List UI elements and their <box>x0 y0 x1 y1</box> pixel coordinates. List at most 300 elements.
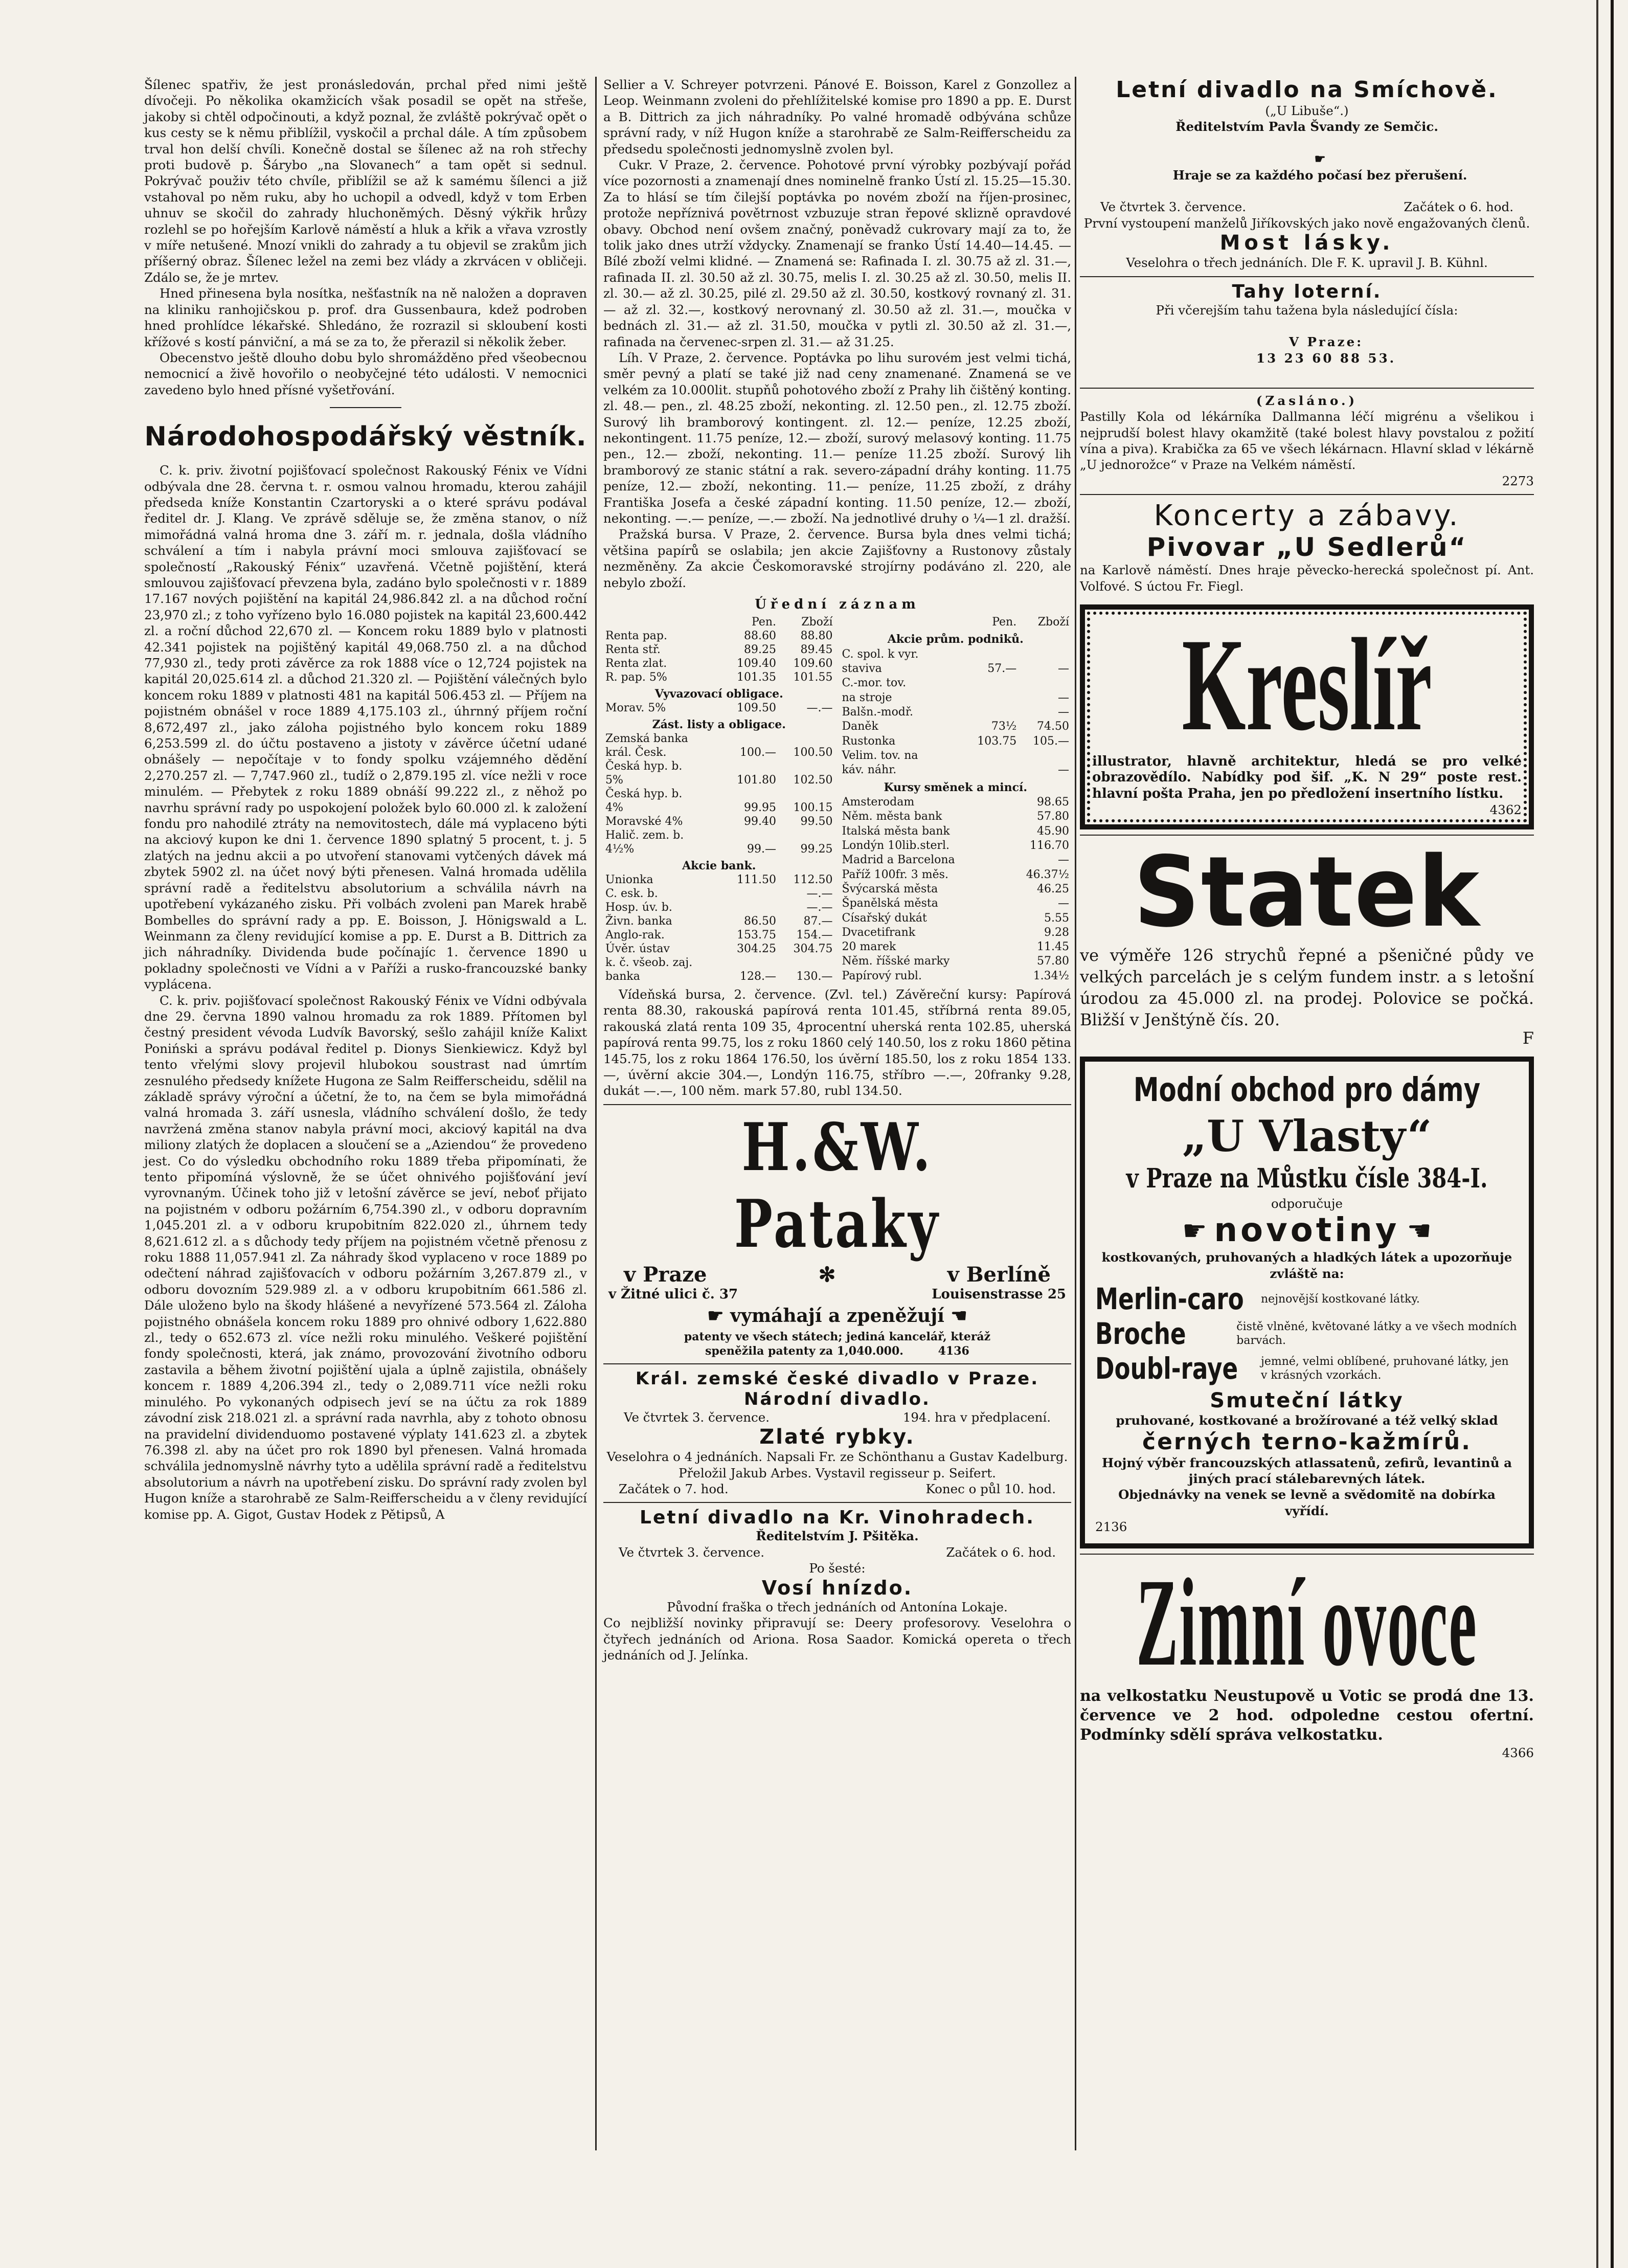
market-row <box>603 914 835 928</box>
market-cell-name: staviva <box>842 662 882 676</box>
zaslano-title: (Zasláno.) <box>1256 393 1358 408</box>
vlasty-smutecni: Smuteční látky <box>1210 1389 1404 1413</box>
market-cell-name: Něm. města bank <box>842 810 942 823</box>
market-row <box>840 911 1072 926</box>
market-cell-name: 4½% <box>605 843 635 856</box>
vlasty-novotiny: novotiny <box>1214 1211 1400 1250</box>
market-cell-zbozi: — <box>1058 691 1069 704</box>
pataky-city-left: v Praze <box>624 1262 707 1287</box>
koncerty-text: na Karlově náměstí. Dnes hraje pěvecko-herecká společnost pí. Ant. Volfové. S úctou Fr. Fiegl. <box>1080 563 1538 594</box>
star-icon: ✻ <box>818 1262 836 1287</box>
smichov-desc: Veselohra o třech jednáních. Dle F. K. upravil J. B. Kühnl. <box>1126 255 1488 271</box>
market-cell-pen <box>970 969 1019 983</box>
ad-zaslano <box>1080 388 1538 494</box>
market-cell-pen <box>970 896 1019 911</box>
smichov-weather: Hraje se za každého počasí bez přerušení. <box>1172 167 1467 183</box>
market-row <box>603 873 835 887</box>
market-cell-zbozi: —.— <box>806 702 833 714</box>
market-cell-pen <box>970 691 1019 705</box>
market-cell-zbozi: 100.50 <box>793 746 833 759</box>
narodni-date: Ve čtvrtek 3. července. <box>624 1409 770 1425</box>
market-cell-name: Daněk <box>842 720 878 733</box>
narodni-desc: Veselohra o 4 jednáních. Napsali Fr. ze Schönthanu a Gustav Kadelburg. Přeložil Jakub Arbes. Vystavil regisseur p. Seifert. <box>606 1449 1072 1480</box>
market-cell-zbozi: 89.45 <box>800 643 833 656</box>
market-row <box>840 940 1072 954</box>
market-cell-zbozi: —.— <box>806 887 833 900</box>
zimni-text: na velkostatku Neustupově u Votic se prodá dne 13. července ve 2 hod. odpoledne cestou ofertní. Podmínky sdělí správa velkostatku. <box>1080 1687 1540 1744</box>
ad-smichov <box>1080 77 1534 276</box>
market-cell-name: 5% <box>605 774 623 787</box>
market-cell-zbozi: — <box>1058 706 1069 719</box>
market-cell-pen <box>970 824 1019 839</box>
market-cell-pen: 103.75 <box>977 734 1017 748</box>
market-cell-pen <box>722 901 778 914</box>
market-table-left <box>603 615 835 983</box>
kreslir-code: 4362 <box>1489 802 1522 818</box>
market-cell-name: Velim. tov. na <box>842 749 918 762</box>
market-cell-zbozi: 109.60 <box>793 657 833 670</box>
market-row <box>840 676 1072 690</box>
zimni-title: Zimní ovoce <box>1136 1553 1478 1692</box>
pataky-street-right: Louisenstrasse 25 <box>932 1286 1066 1302</box>
ad-narodni-divadlo <box>603 1363 1071 1502</box>
market-cell-pen <box>722 787 778 801</box>
econ-paragraph: C. k. priv. pojišťovací společnost Rakouský Fénix ve Vídni odbývala dne 29. června 1890 valnou hromadu za rok 1889. Přítomen byl čestný president vévoda Ludvík Bavorský, sešlo zahájil kníže Kalixt Poniński a správu podával ředitel p. Dionys Sienkiewicz. Když byl tento vřelými slovy projevil hlubokou soustrast nad úmrtím zesnulého předsedy knížete Hugona ze Salm Reifferscheidu, sdělil na základě správy výroční a účetní, že to, na čem se byla mimořádná valná hromada 3. září usnesla, vládního schválení došlo, že tedy navržená změna stanov nabyla právní moci, akciový kapitál na dva miliony zlatých že doplacen a sloučení se a „Aziendou“ že provedeno jest. Co do výsledku obchodního roku 1889 třeba připomínati, že tento připomíná výslovně, že se účet ohnivého pojišťování jeví vyrovnaným. Účinek toho již v letošní závěrce se jeví, neboť přijato na pojistném v odboru požárním 6,754.390 zl., v odboru dopravním 1,045.201 zl. a v odboru krupobitním 822.020 zl., úhrnem tedy 8,621.612 zl. a s důchody tedy příjem na pojistném včetně přenosu z roku 1888 11,057.941 zl. Za náhrady škod vyplaceno v roce 1889 po odečtení náhrad zajišťovacích v odboru požárním 3,267.879 zl., v odboru dovozním 529.989 zl. a v odboru krupobitním 661.586 zl. Dále uloženo bylo na škody hlášené a nevyřízené 573.564 zl. Záloha pojistného obnášela koncem roku 1889 pro ohnivé odbory 1,622.880 zl., tedy o 652.673 zl. více nežli roku minulého. Veškeré pojištění fondy společnosti, která, jak známo, provozování životního odboru zastavila a během životní pojištění ujala a úplně zajistila, obnášely koncem r. 1889 4,206.394 zl., tedy o 2,089.711 více nežli roku minulého. Po vykonaných odpisech jeví se na účtu za rok 1889 závodní zisk 218.021 zl. a správní rada navrhla, aby z tohoto obnosu na pravidelní dividenduomo postavené výplaty 141.623 zl. a zbytek 76.398 zl. aby na účet pro rok 1890 byl přenesen. Valná hromada schválila jednomyslně návrhy tyto a udělila správní radě a ředitelstvu absolutorium a návrh na upotřebení zisku. Do správní rady zvolen byl Hugon kníže a starohrabě ze Salm-Reifferscheidu a v členy revidující komise pp. A. Gigot, Gustav Hodek z Pětipsů, A <box>144 993 591 1522</box>
market-cell-pen <box>970 810 1019 824</box>
pointing-hand-left-icon: ☚ <box>951 1305 967 1327</box>
market-cell-name: na stroje <box>842 691 892 704</box>
ad-kreslir <box>1080 604 1534 829</box>
market-cell-pen: 89.25 <box>744 643 777 656</box>
market-cell-name: Renta pap. <box>605 630 667 642</box>
market-row <box>840 824 1072 839</box>
market-cell-name: Balšn.-modř. <box>842 706 913 719</box>
market-cell-zbozi: 98.65 <box>1037 796 1069 809</box>
market-row <box>840 720 1072 734</box>
market-cell-zbozi: 57.80 <box>1037 810 1069 823</box>
market-row <box>840 795 1072 810</box>
market-cell-name: Císařský dukát <box>842 911 927 925</box>
report-paragraph: Sellier a V. Schreyer potvrzeni. Pánové E. Boisson, Karel z Gonzollez a Leop. Weinmann zvoleni do přehlížitelské komise pro 1890 a pp. E. Durst a B. Dittrich za jich náhradníky. Po valné hromadě odbývána schůze správní rady, v níž Hugon kníže a starohrabě ze Salm-Reifferscheidu za předsedu společnosti jednomyslně zvolen byl. <box>603 77 1075 156</box>
market-cell-zbozi: 87.— <box>803 915 833 928</box>
lottery-city: V Praze: <box>1288 334 1364 350</box>
vinohrady-novinky: Co nejbližší novinky připravují se: Deery profesorovy. Veselohra o čtyřech jednáních od Ariona. Rosa Saador. Komická opereta o třech jednáních od J. Jelínka. <box>603 1615 1075 1663</box>
vlasty-odporucuje: odporučuje <box>1271 1196 1343 1211</box>
market-cell-name: Živn. banka <box>605 915 672 928</box>
market-cell-zbozi: 88.80 <box>800 630 833 642</box>
smichov-title: Letní divadlo na Smíchově. <box>1116 77 1498 103</box>
market-row <box>603 643 835 657</box>
market-cell-pen: 57.— <box>987 662 1017 676</box>
market-row <box>603 842 835 856</box>
narodni-play: Zlaté rybky. <box>759 1425 915 1449</box>
market-cell-name: R. pap. 5% <box>605 671 667 684</box>
market-group-label <box>603 856 835 873</box>
market-row <box>603 746 835 759</box>
smichov-play: Most lásky. <box>1219 231 1394 255</box>
market-cell-name: Česká hyp. b. <box>605 788 683 800</box>
market-cell-zbozi <box>1019 647 1071 662</box>
pataky-title: H.&W. Pataky <box>734 1109 941 1263</box>
market-cell-zbozi: 105.— <box>1033 734 1069 748</box>
smichov-start: Začátek o 6. hod. <box>1404 199 1513 215</box>
market-cell-pen <box>970 705 1019 720</box>
statek-mark: F <box>1522 1028 1534 1048</box>
market-cell-name: C. spol. k vyr. <box>842 647 919 661</box>
market-cell-name: Halič. zem. b. <box>605 829 684 842</box>
market-cell-pen <box>970 911 1019 926</box>
zaslano-text: Pastilly Kola od lékárníka Dallmanna léčí migrénu a všelikou i nejprudší bolest hlavy okamžitě (také bolest hlavy povstalou z požití vína a piva). Krabička za 65 ve všech lékárnacn. Hlavní sklad v lékárně „U jednorožce“ v Praze na Velkém náměstí. <box>1080 409 1538 473</box>
ad-statek <box>1080 835 1540 1051</box>
statek-text: ve výměře 126 strychů řepné a pšeničné půdy ve velkých parcelách je s celým fundem instr. a s letošní úrodou za 45.000 zl. na prodej. Polovice se počká. Bližší v Jenštýně čís. 20. <box>1080 945 1540 1029</box>
lottery-numbers-row <box>1080 318 1534 383</box>
koncerty-title: Koncerty a zábavy. <box>1154 499 1460 533</box>
market-cell-pen <box>970 676 1019 690</box>
lottery-text: Při včerejším tahu tažena byla následující čísla: <box>1156 302 1458 318</box>
page-edge-rule <box>1611 0 1614 2268</box>
market-cell-zbozi <box>778 732 834 746</box>
vlasty-code: 2136 <box>1095 1519 1127 1535</box>
kreslir-title: Kreslíř <box>1182 611 1432 758</box>
ad-zimni-ovoce <box>1080 1553 1540 1766</box>
market-cell-name: Česká hyp. b. <box>605 760 683 773</box>
vinohrady-play: Vosí hnízdo. <box>761 1576 913 1599</box>
market-cell-pen <box>970 853 1019 867</box>
market-cell-pen <box>970 839 1019 853</box>
market-cell-name: Renta zlat. <box>605 657 667 670</box>
market-cell-zbozi: 99.50 <box>800 815 833 828</box>
market-cell-zbozi: 1.34½ <box>1033 969 1069 982</box>
market-cell-pen <box>722 956 778 970</box>
market-cell-zbozi <box>1019 676 1071 690</box>
koncerty-name: Pivovar „U Sedlerů“ <box>1146 532 1467 563</box>
statek-title: Statek <box>1133 835 1481 949</box>
ad-pataky <box>603 1104 1071 1363</box>
market-cell-zbozi <box>778 759 834 773</box>
market-cell-zbozi <box>778 787 834 801</box>
narodni-times <box>603 1481 1071 1497</box>
novotiny-row <box>1095 1211 1519 1249</box>
fabric-name: Broche <box>1095 1316 1186 1352</box>
market-cell-pen <box>970 882 1019 896</box>
lottery-numbers: 13 23 60 88 53. <box>1256 350 1396 366</box>
market-cell-pen: 128.— <box>740 970 777 983</box>
pointing-hand-right-icon: ☛ <box>1314 151 1326 167</box>
market-cell-name: Španělská města <box>842 897 938 910</box>
market-group-title: Zást. listy a obligace. <box>652 718 786 731</box>
market-row <box>840 810 1072 824</box>
column-right <box>1080 77 1540 2150</box>
vinohrady-director: Ředitelstvím J. Pšitěka. <box>756 1529 919 1544</box>
market-cell-zbozi: 99.25 <box>800 843 833 856</box>
narodni-subtitle: Národní divadlo. <box>744 1388 931 1409</box>
market-cell-zbozi: — <box>1058 764 1069 777</box>
smichov-date: Ve čtvrtek 3. července. <box>1100 199 1247 215</box>
vlasty-cernych: černých terno-kažmírů. <box>1142 1428 1472 1455</box>
market-cell-pen: 99.— <box>747 843 777 856</box>
vinohrady-po-seste: Po šesté: <box>809 1561 866 1576</box>
market-cell-zbozi: —.— <box>806 901 833 914</box>
market-cell-zbozi <box>778 956 834 970</box>
pataky-cities <box>603 1263 1071 1287</box>
market-cell-pen <box>970 926 1019 940</box>
vinohrady-date: Ve čtvrtek 3. července. <box>619 1544 765 1560</box>
market-row <box>840 647 1072 662</box>
market-cell-name: Švýcarská města <box>842 882 938 895</box>
vlasty-text4: Objednávky na venek se levně a svědomitě na dobírka vyřídí. <box>1118 1487 1500 1518</box>
market-row <box>840 839 1072 853</box>
market-cell-pen <box>722 759 778 773</box>
market-row <box>840 691 1072 705</box>
market-row <box>603 956 835 970</box>
column-middle <box>603 77 1075 2150</box>
fabric-desc: jemné, velmi oblíbené, pruhované látky, jen v krásných vzorkách. <box>1261 1355 1509 1382</box>
ad-vlasty <box>1080 1057 1534 1548</box>
market-row <box>603 732 835 746</box>
market-cell-zbozi: 100.15 <box>793 801 833 814</box>
market-cell-zbozi: 154.— <box>796 929 833 941</box>
pataky-code: 4136 <box>938 1344 969 1358</box>
market-row <box>603 887 835 901</box>
fabric-name: Merlin-caro <box>1095 1282 1244 1317</box>
market-row <box>603 773 835 787</box>
market-cell-pen: 109.40 <box>737 657 777 670</box>
market-cell-pen: 73½ <box>991 720 1017 733</box>
pointing-hand-right-icon: ☛ <box>1182 1214 1207 1247</box>
market-cell-name: Něm. říšské marky <box>842 955 950 968</box>
vlasty-name: „U Vlasty“ <box>1182 1110 1432 1161</box>
market-cell-name: Italská města bank <box>842 824 950 838</box>
market-cell-name: Renta stř. <box>605 643 661 656</box>
market-cell-pen: 101.80 <box>737 774 777 787</box>
market-row <box>840 734 1072 749</box>
col-header-zbozi: Zboží <box>801 616 833 628</box>
vlasty-city: v Praze na Můstku čísle 384-I. <box>1126 1162 1488 1194</box>
page-edge-rule-inner <box>1596 0 1598 2268</box>
market-row <box>603 970 835 983</box>
market-cell-zbozi: 11.45 <box>1037 940 1069 954</box>
market-cell-zbozi: — <box>1058 662 1069 676</box>
market-cell-name: Paříž 100fr. 3 měs. <box>842 868 948 881</box>
market-cell-zbozi: 46.25 <box>1037 882 1069 895</box>
market-cell-name: banka <box>605 970 640 983</box>
story-paragraph: Hned přinesena byla nosítka, nešťastník na ně naložen a dopraven na kliniku ranhojičskou p. prof. dra Gussenbaura, kdež podroben hned prohlídce lékařské. Shledáno, že rozrazil si skloubení kosti křížové s kostí pánviční, a má se za to, že přerazil si několik žeber. <box>144 286 591 349</box>
pointing-hand-right-icon: ☛ <box>707 1305 724 1327</box>
market-cell-zbozi: 46.37½ <box>1026 868 1069 881</box>
smichov-date-row <box>1080 199 1534 215</box>
fabric-desc: nejnovější kostkované látky. <box>1261 1292 1420 1306</box>
vlasty-text1: kostkovaných, pruhovaných a hladkých látek a upozorňuje zvláště na: <box>1101 1250 1517 1281</box>
market-cell-name: Zemská banka <box>605 732 688 745</box>
vlasty-head: Modní obchod pro dámy <box>1133 1071 1481 1109</box>
market-cell-pen: 100.— <box>740 746 777 759</box>
market-cell-zbozi: 9.28 <box>1044 926 1069 939</box>
market-cell-pen: 304.25 <box>737 942 777 955</box>
fabric-name: Doubl-raye <box>1095 1351 1238 1386</box>
market-cell-pen <box>722 732 778 746</box>
market-row <box>840 853 1072 867</box>
market-cell-name: král. Česk. <box>605 746 667 759</box>
pataky-line3-row <box>603 1344 1071 1358</box>
vlasty-text2: pruhované, kostkované a brožírované a též velký sklad <box>1116 1413 1498 1428</box>
market-group-label <box>840 630 1072 647</box>
market-cell-pen: 86.50 <box>744 915 777 928</box>
market-cell-zbozi: 112.50 <box>793 873 833 886</box>
market-cell-pen <box>970 763 1019 777</box>
market-heading: Úřední záznam <box>755 597 920 612</box>
market-row <box>603 657 835 670</box>
market-row <box>603 670 835 684</box>
story-paragraph: Šílenec spatřiv, že jest pronásledován, prchal před nimi ještě dívočeji. Po několika okamžicích však posadil se opět na střeše, jakoby si chtěl odpočinouti, a když poznal, že zvláště pokrývač opět o kus cesty se k němu přiblížil, vyskočil a prchal dále. A tím způsobem trval hon delší chvíli. Konečně dostal se šílenec až na roh střechy proti budově p. Šárybo „na Slovanech“ a tam opět si sednul. Pokrývač použiv této chvíle, přiblížil se až k samému šílenci a již vstahoval po něm ruku, aby ho uchopil a odvedl, když v tom Erben uhnuv se skočil do zahrady hluchoněmých. Děsný výkřik hrůzy rozlehl se po hořejším Karlově náměstí a hluk a křik a vřava vzrostly v míře netušené. Mnozí vnikli do zahrady a tu objevil se zrakům jich příšerný obraz. Šílenec ležel na zemi bez vlády a zkrvácen v obličeji. Zdálo se, že je mrtev. <box>144 77 591 285</box>
market-cell-zbozi <box>778 828 834 842</box>
column-left <box>144 77 591 2150</box>
section-title: Národohospodářský věstník. <box>144 421 587 453</box>
market-cell-pen <box>970 868 1019 882</box>
market-group-title: Vyvazovací obligace. <box>654 687 783 701</box>
pataky-city-right: v Berlíně <box>947 1262 1051 1287</box>
market-row <box>840 954 1072 969</box>
market-cell-name: Unionka <box>605 873 653 886</box>
spirit-report: Líh. V Praze, 2. července. Poptávka po lihu surovém jest velmi tichá, směr pevný a platí se také již nad ceny znamenané. Znamená se ve velkém za 10.000lit. stupňů pohotového zboží z Prahy lih čištěný konting. zl. 48.— pen., zl. 48.25 zboží, nekonting. zl. 12.50 pen., zl. 12.75 zboží. Surový lih bramborový kontingent. zl. 12.— peníze, 12.25 zboží, nekontingent. 11.75 peníze, 12.— zboží, surový melasový konting. 11.75 pen., 12.— zboží, nekonting. 11.— peníze 11.25 zboží. Surový lih bramborový ze stanic státní a rak. severo-západní dráhy konting. 11.75 peníze, 12.— zboží, nekonting. 11.— peníze, 11.25 zboží, z dráhy Františka Josefa a české západní konting. 11.50 peníze, 12.— zboží, nekonting. —.— peníze, —.— zboží. Na jednotlivé druhy o ¼—1 zl. dražší. <box>603 350 1075 526</box>
market-cell-zbozi: 45.90 <box>1037 824 1069 838</box>
narodni-start: Začátek o 7. hod. <box>619 1481 729 1497</box>
column-divider-1 <box>595 77 597 2150</box>
smichov-intro: První vystoupení manželů Jiříkovských jako nově engažovaných členů. <box>1083 215 1530 231</box>
market-cell-name: Rustonka <box>842 734 896 748</box>
market-cell-zbozi: 102.50 <box>793 774 833 787</box>
market-cell-pen <box>722 887 778 901</box>
market-cell-pen <box>970 954 1019 969</box>
ad-koncerty <box>1080 494 1538 599</box>
market-cell-pen <box>970 940 1019 954</box>
market-row <box>840 896 1072 911</box>
market-cell-zbozi: 74.50 <box>1037 720 1069 733</box>
market-tables <box>603 615 1071 983</box>
econ-paragraph: C. k. priv. životní pojišťovací společnost Rakouský Fénix ve Vídni odbývala dne 28. června t. r. osmou valnou hromadu, kterou zahájil předseda kníže Konstantin Czartoryski a o které správu podával ředitel dr. J. Klang. Ve zprávě sděluje se, že změna stanov, o níž mimořádná valná hroma dne 3. září m. r. jednala, došla vládního schválení a tím i nabyla právní moci smlouva zajišťovací se společností „Rakouský Fénix“ uzavřená. Včetně pojištění, která smlouvou zajišťovací převzena byla, zadáno bylo společnosti v r. 1889 17.167 nových pojištění na kapitál 24,986.842 zl. a na důchod roční 23,970 zl.; z toho vyřízeno bylo 16.080 pojistek na kapitál 23,600.442 zl. a roční důchod 22,670 zl. — Koncem roku 1889 bylo v platnosti 42.341 pojistek na pojištěný kapitál 49,068.750 zl. a na důchod 77,930 zl., tedy proti závěrce za rok 1888 více o 12,724 pojistek na kapitál 20,025.614 zl. a důchod 21.320 zl. — Pojištění válečných bylo koncem roku 1889 v platnosti 481 na kapitál 506.453 zl. — Příjem na pojistném obnášel v roce 1889 4,175.103 zl., úhrnný příjem roční 8,672,497 zl., jako záloha pojistného bylo koncem roku 1889 6,253.599 zl. do účtu postaveno a jistoty v závěrce účetní udané obnášely — nepočítaje v to fondy spolku vzájemného dědění 2,270.257 zl. — 7,747.960 zl., tudíž o 2,879.195 zl. více nežli v roce minulém. — Přebytek z roku 1889 obnáší 99.222 zl., z něhož po navrhu správní rady po uspokojení položek bylo 60.000 zl. k založení fondu pro nahodilé ztráty na nemovitostech, dále má vyplaceno býti na akciový kupon ke dni 1. července 1890 splatný 5 procent, t. j. 5 zlatých na jednu akcii a po utvoření stanovami vytčených dávek má zbytek 5902 zl. na účet nový býti přenesen. Valná hromada udělila správní radě a ředitelstvu absolutorium a schválila návrh na upotřebení vykázaného zisku. Při volbách zvoleni pan Marek hrabě Bombelles do správní rady a pp. E. Boisson, J. Hönigswald a L. Weinmann za členy revidující komise a pp. E. Durst a B. Dittrich za jich náhradníky. Dividenda bude počínajíc 1. července 1890 u pokladny společnosti ve Vídni a v Paříži a rusko-francouzské banky vyplácena. <box>144 463 591 992</box>
market-cell-pen: 111.50 <box>737 873 777 886</box>
market-row <box>840 926 1072 940</box>
col-header-zbozi: Zboží <box>1037 616 1069 628</box>
pataky-line2: patenty ve všech státech; jediná kancelář, kteráž <box>684 1330 991 1343</box>
smichov-director: Ředitelstvím Pavla Švandy ze Semčic. <box>1175 119 1438 134</box>
market-cell-zbozi: 5.55 <box>1044 911 1069 925</box>
market-row <box>840 662 1072 676</box>
pataky-streets <box>603 1287 1071 1302</box>
market-row <box>840 882 1072 896</box>
vinohrady-start: Začátek o 6. hod. <box>946 1544 1056 1560</box>
pataky-line3: speněžila patenty za 1,040.000. <box>705 1344 903 1358</box>
market-row <box>603 942 835 956</box>
market-cell-pen <box>722 828 778 842</box>
narodni-date-row <box>603 1409 1071 1425</box>
market-cell-zbozi: 57.80 <box>1037 955 1069 968</box>
market-row <box>603 701 835 715</box>
market-cell-zbozi: 130.— <box>796 970 833 983</box>
market-group-label <box>840 778 1072 796</box>
market-cell-name: Hosp. úv. b. <box>605 901 672 914</box>
col-header-pen: Pen. <box>992 616 1017 628</box>
fabric-item <box>1095 1282 1519 1316</box>
market-row <box>840 969 1072 983</box>
vlasty-text3: Hojný výběr francouzských atlassatenů, zefirů, levantinů a jiných prací stálebarevných látek. <box>1102 1455 1517 1486</box>
market-row <box>603 629 835 643</box>
market-row <box>603 759 835 773</box>
kreslir-text: illustrator, hlavně architektur, hledá se pro velké obrazovědílo. Nabídky pod šif. „K. N 29“ poste rest. hlavní pošta Praha, jen po předložení insertního lístku. <box>1092 753 1527 801</box>
market-cell-name: Amsterodam <box>842 796 915 809</box>
market-cell-pen <box>970 647 1019 662</box>
market-cell-name: Moravské 4% <box>605 815 683 828</box>
market-cell-zbozi: 304.75 <box>793 942 833 955</box>
prague-bourse-report: Pražská bursa. V Praze, 2. července. Bursa byla dnes velmi tichá; většina papírů se oslabila; jen akcie Zajišťovny a Rustonovy zůstaly nezměněny. Za akcie Českomoravské strojírny podáváno zl. 220, ale nebylo zboží. <box>603 527 1075 590</box>
narodni-end: Konec o půl 10. hod. <box>925 1481 1056 1497</box>
market-cell-name: Dvacetifrank <box>842 926 916 939</box>
market-table-right <box>840 615 1072 983</box>
market-cell-name: 4% <box>605 801 623 814</box>
fabric-item <box>1095 1316 1519 1351</box>
ad-lottery <box>1080 276 1534 388</box>
market-cell-pen <box>970 795 1019 810</box>
market-group-label <box>603 715 835 732</box>
market-cell-pen: 153.75 <box>737 929 777 941</box>
market-row <box>840 749 1072 763</box>
pataky-line1: vymáhají a zpeněžují <box>730 1305 944 1327</box>
market-cell-pen: 109.50 <box>737 702 777 714</box>
market-row <box>603 901 835 914</box>
market-row <box>840 705 1072 720</box>
market-cell-name: Anglo-rak. <box>605 929 665 941</box>
market-cell-name: Papírový rubl. <box>842 969 922 982</box>
market-cell-name: C. esk. b. <box>605 887 658 900</box>
zaslano-code: 2273 <box>1502 473 1534 488</box>
market-cell-pen <box>970 749 1019 763</box>
market-cell-name: k. č. všeob. zaj. <box>605 956 693 969</box>
market-cell-pen: 88.60 <box>744 630 777 642</box>
lottery-title: Tahy loterní. <box>1232 281 1382 302</box>
market-cell-name: káv. náhr. <box>842 764 897 777</box>
zimni-code: 4366 <box>1502 1745 1534 1760</box>
market-cell-name: 20 marek <box>842 940 896 954</box>
market-cell-pen: 101.35 <box>737 671 777 684</box>
fabric-desc: čistě vlněné, květované látky a ve všech modních barvách. <box>1236 1320 1517 1348</box>
market-cell-pen: 99.95 <box>744 801 777 814</box>
market-row <box>603 815 835 828</box>
market-cell-name: Morav. 5% <box>605 702 666 714</box>
vinohrady-desc: Původní fraška o třech jednáních od Antonína Lokaje. <box>667 1599 1008 1614</box>
col-header-pen: Pen. <box>752 616 777 628</box>
narodni-info: 194. hra v předplacení. <box>902 1409 1051 1425</box>
market-cell-name: Úvěr. ústav <box>605 942 670 955</box>
market-row <box>603 928 835 942</box>
smichov-sub: („U Libuše“.) <box>1265 103 1349 118</box>
market-group-title: Akcie prům. podniků. <box>887 633 1024 646</box>
market-row <box>603 801 835 815</box>
pointing-hand-left-icon: ☚ <box>1407 1214 1432 1247</box>
narodni-title: Král. zemské české divadlo v Praze. <box>635 1368 1039 1389</box>
market-group-title: Akcie bank. <box>682 859 756 872</box>
market-cell-zbozi: 116.70 <box>1030 839 1069 852</box>
ad-vinohrady <box>603 1502 1075 1668</box>
separator <box>330 407 401 408</box>
market-group-title: Kursy směnek a mincí. <box>884 780 1028 794</box>
market-cell-zbozi: — <box>1058 897 1069 910</box>
vienna-bourse-report: Vídeňská bursa, 2. července. (Zvl. tel.) Závěreční kursy: Papírová renta 88.30, rakouská papírová renta 101.45, stříbrná renta 89.05, rakouská zlatá renta 109 35, 4procentní uherská renta 102.85, uherská papírová renta 99.75, los z roku 1860 celý 140.50, los z roku 1860 pětina 145.75, los z roku 1864 176.50, los úvěrní 185.50, los z roku 1854 133.—, úvěrní akcie 304.—, Londýn 116.75, stříbro —.—, 20franky 9.28, dukát —.—, 100 něm. mark 57.80, rubl 134.50. <box>603 987 1075 1098</box>
market-cell-zbozi: — <box>1058 854 1069 867</box>
market-cell-name: C.-mor. tov. <box>842 677 907 690</box>
market-row <box>840 868 1072 882</box>
story-paragraph: Obecenstvo ještě dlouho dobu bylo shromážděno před všeobecnou nemocnicí a živě hovořilo o neobyčejné této události. V nemocnici zavedeno bylo hned přísné vyšetřování. <box>144 350 591 397</box>
vinohrady-date-row <box>603 1544 1071 1560</box>
smichov-weather-row <box>1080 135 1534 199</box>
